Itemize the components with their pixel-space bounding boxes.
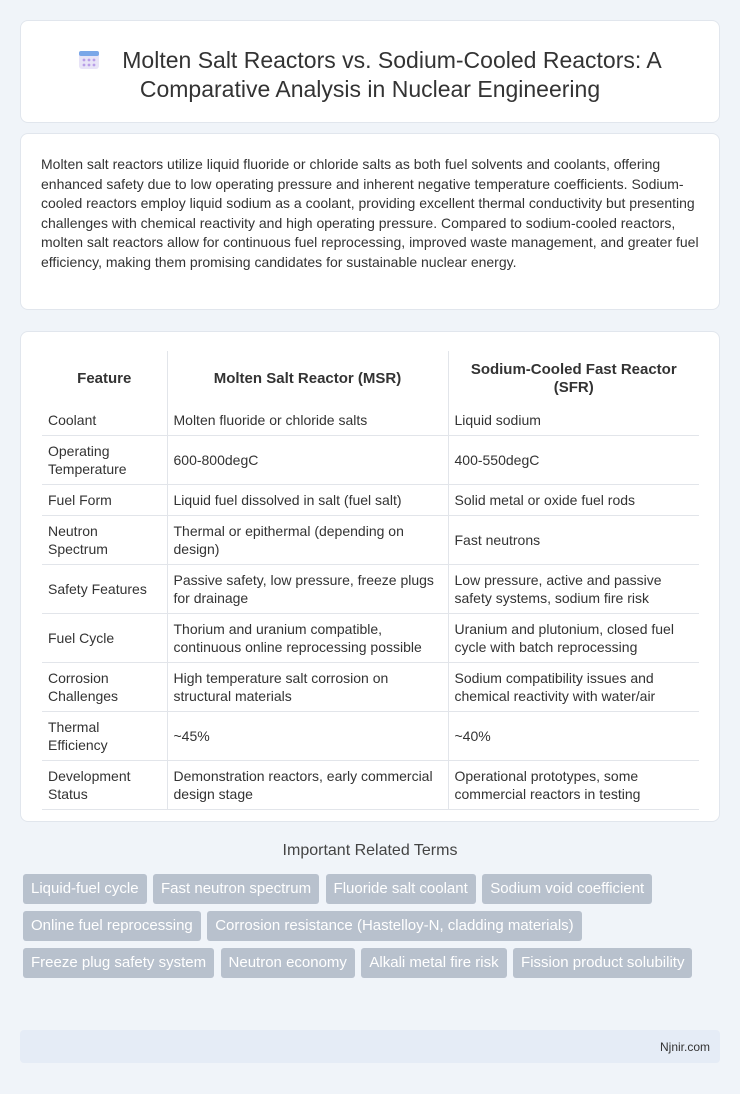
cell-msr: 600-800degC: [167, 435, 448, 484]
table-row: [42, 515, 699, 564]
cell-feature: Coolant: [42, 406, 167, 435]
cell-msr: Passive safety, low pressure, freeze plugs for drainage: [167, 564, 448, 613]
cell-sfr: 400-550degC: [448, 435, 699, 484]
intro-paragraph: Molten salt reactors utilize liquid fluoride or chloride salts as both fuel solvents and coolants, offering enhanced safety due to low operating pressure and inherent negative temperature coefficients. Sodium-cooled reactors employ liquid sodium as a coolant, providing excellent thermal conductivity but presenting challenges with chemical reactivity and high operating pressure. Compared to sodium-cooled reactors, molten salt reactors allow for continuous fuel reprocessing, improved waste management, and greater fuel efficiency, making them promising candidates for sustainable nuclear energy.: [41, 156, 699, 270]
cell-sfr: Fast neutrons: [448, 515, 699, 564]
cell-sfr: Solid metal or oxide fuel rods: [448, 484, 699, 515]
table-row: [42, 406, 699, 435]
cell-msr: Thermal or epithermal (depending on design): [167, 515, 448, 564]
cell-sfr: ~40%: [448, 711, 699, 760]
intro-card: [20, 133, 720, 310]
table-row: [42, 662, 699, 711]
term-tag[interactable]: Corrosion resistance (Hastelloy-N, cladding materials): [207, 911, 581, 941]
table-row: [42, 613, 699, 662]
comparison-table: [42, 351, 699, 810]
header-sfr: Sodium-Cooled Fast Reactor (SFR): [448, 351, 699, 406]
term-tag[interactable]: Alkali metal fire risk: [361, 948, 506, 978]
term-tag[interactable]: Online fuel reprocessing: [23, 911, 201, 941]
cell-msr: Liquid fuel dissolved in salt (fuel salt): [167, 484, 448, 515]
cell-sfr: Liquid sodium: [448, 406, 699, 435]
cell-feature: Thermal Efficiency: [42, 711, 167, 760]
cell-feature: Fuel Cycle: [42, 613, 167, 662]
table-row: [42, 760, 699, 809]
term-tag[interactable]: Neutron economy: [221, 948, 355, 978]
cell-feature: Safety Features: [42, 564, 167, 613]
term-tag[interactable]: Fission product solubility: [513, 948, 692, 978]
cell-msr: ~45%: [167, 711, 448, 760]
term-tag[interactable]: Freeze plug safety system: [23, 948, 214, 978]
cell-sfr: Operational prototypes, some commercial reactors in testing: [448, 760, 699, 809]
table-row: [42, 435, 699, 484]
table-row: [42, 711, 699, 760]
cell-msr: High temperature salt corrosion on structural materials: [167, 662, 448, 711]
comparison-table-card: [20, 331, 720, 822]
cell-sfr: Uranium and plutonium, closed fuel cycle with batch reprocessing: [448, 613, 699, 662]
related-terms-list: [23, 874, 718, 985]
related-terms-title: Important Related Terms: [282, 842, 458, 859]
cell-msr: Thorium and uranium compatible, continuous online reprocessing possible: [167, 613, 448, 662]
cell-feature: Fuel Form: [42, 484, 167, 515]
term-tag[interactable]: Liquid-fuel cycle: [23, 874, 147, 904]
table-row: [42, 484, 699, 515]
page-title-wrap: [21, 46, 719, 104]
term-tag[interactable]: Sodium void coefficient: [482, 874, 652, 904]
header-feature: Feature: [77, 369, 132, 387]
cell-sfr: Low pressure, active and passive safety systems, sodium fire risk: [448, 564, 699, 613]
table-header-row: [42, 351, 699, 406]
page-title: Molten Salt Reactors vs. Sodium-Cooled Reactors: A Comparative Analysis in Nuclear Engineering: [122, 47, 662, 102]
cell-msr: Molten fluoride or chloride salts: [167, 406, 448, 435]
footer-site-link[interactable]: Njnir.com: [659, 1040, 710, 1054]
header-msr: Molten Salt Reactor (MSR): [167, 351, 448, 406]
cell-feature: Operating Temperature: [42, 435, 167, 484]
term-tag[interactable]: Fluoride salt coolant: [326, 874, 476, 904]
cell-sfr: Sodium compatibility issues and chemical reactivity with water/air: [448, 662, 699, 711]
term-tag[interactable]: Fast neutron spectrum: [153, 874, 319, 904]
table-row: [42, 564, 699, 613]
cell-feature: Corrosion Challenges: [42, 662, 167, 711]
calendar-icon: [78, 48, 100, 70]
cell-msr: Demonstration reactors, early commercial design stage: [167, 760, 448, 809]
cell-feature: Development Status: [42, 760, 167, 809]
header-card: [20, 20, 720, 123]
cell-feature: Neutron Spectrum: [42, 515, 167, 564]
footer: [20, 1030, 720, 1063]
